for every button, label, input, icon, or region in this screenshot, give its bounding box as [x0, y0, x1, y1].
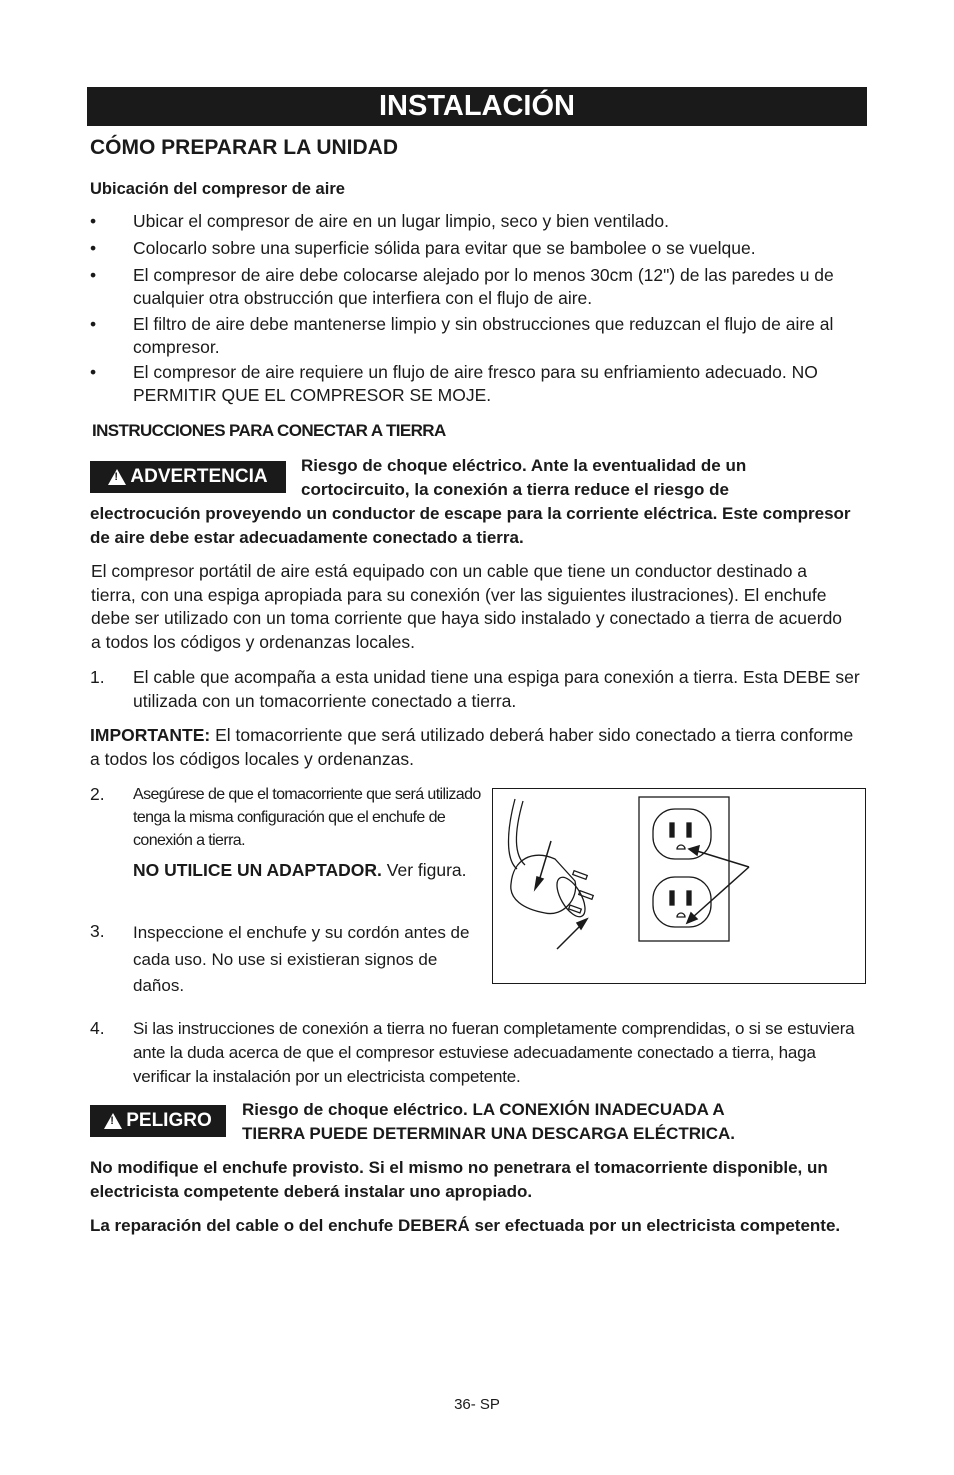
grounding-figure: [492, 788, 866, 984]
warning-text: electrocución proveyendo un conductor de escape para la corriente eléctrica. Este compresor de aire debe estar adecuadamente conectado a tierra.: [90, 504, 851, 547]
warning-triangle-icon: [108, 469, 126, 485]
section-banner: INSTALACIÓN: [87, 87, 867, 126]
danger-line-1: Riesgo de choque eléctrico. LA CONEXIÓN INADECUADA A: [242, 1100, 725, 1119]
step-3: Inspeccione el enchufe y su cordón antes de cada uso. No use si existieran signos de daños.: [133, 923, 470, 995]
step-number: 2.: [90, 784, 105, 804]
step-number: 4.: [90, 1018, 105, 1038]
plug-icon: [509, 799, 594, 921]
step-number: 3.: [90, 921, 105, 941]
step-2: Asegúrese de que el tomacorriente que será utilizado tenga la misma configuración que el enchufe de conexión a tierra.: [133, 786, 481, 849]
danger-line-2: TIERRA PUEDE DETERMINAR UNA DESCARGA ELÉCTRICA.: [242, 1124, 736, 1143]
danger-triangle-icon: [104, 1113, 122, 1129]
step-number: 1.: [90, 667, 105, 687]
danger-paragraph-2: La reparación del cable o del enchufe DEBERÁ ser efectuada por un electricista competente.: [90, 1216, 841, 1235]
warning-label: ADVERTENCIA: [130, 466, 268, 487]
no-adapter-text: NO UTILICE UN ADAPTADOR.: [133, 860, 382, 880]
important-text: El tomacorriente que será utilizado deberá haber sido conectado a tierra conforme a todos los códigos locales y ordenanzas.: [90, 725, 854, 769]
danger-badge: [90, 1105, 226, 1137]
important-label: IMPORTANTE:: [90, 725, 211, 745]
plug-outlet-illustration: [493, 789, 865, 983]
step-4: Si las instrucciones de conexión a tierra no fueran completamente comprendidas, o si se estuviera ante la duda acerca de que el compresor estuviese adecuadamente conectado a tierra, haga verificar la instalación por un electricista competente.: [133, 1019, 855, 1086]
warning-line-2: cortocircuito, la conexión a tierra reduce el riesgo de: [301, 480, 729, 499]
see-figure-text: Ver figura.: [381, 860, 467, 880]
danger-paragraph-1: No modifique el enchufe provisto. Si el mismo no penetrara el tomacorriente disponible, un electricista competente deberá instalar uno apropiado.: [90, 1158, 828, 1201]
section-title: CÓMO PREPARAR LA UNIDAD: [90, 136, 398, 159]
grounding-intro: El compresor portátil de aire está equipado con un cable que tiene un conductor destinado a tierra, con una espiga apropiada para su conexión (ver las siguientes ilustraciones). El enchufe debe ser utilizado con un toma corriente que haya sido instalado y conectado a tierra de acuerdo a todos los códigos y ordenanzas locales.: [91, 561, 843, 652]
grounding-heading: INSTRUCCIONES PARA CONECTAR A TIERRA: [92, 421, 446, 440]
warning-badge: [90, 461, 286, 493]
page-number: 36- SP: [454, 1396, 500, 1413]
location-heading: Ubicación del compresor de aire: [90, 180, 345, 198]
step-1: El cable que acompaña a esta unidad tiene una espiga para conexión a tierra. Esta DEBE ser utilizada con un tomacorriente conectado a tierra.: [133, 667, 860, 711]
outlet-icon: [639, 797, 729, 941]
step-2-note: [133, 857, 473, 884]
important-note: [90, 724, 866, 771]
danger-label: PELIGRO: [126, 1110, 212, 1131]
warning-line-1: Riesgo de choque eléctrico. Ante la eventualidad de un: [301, 456, 747, 475]
